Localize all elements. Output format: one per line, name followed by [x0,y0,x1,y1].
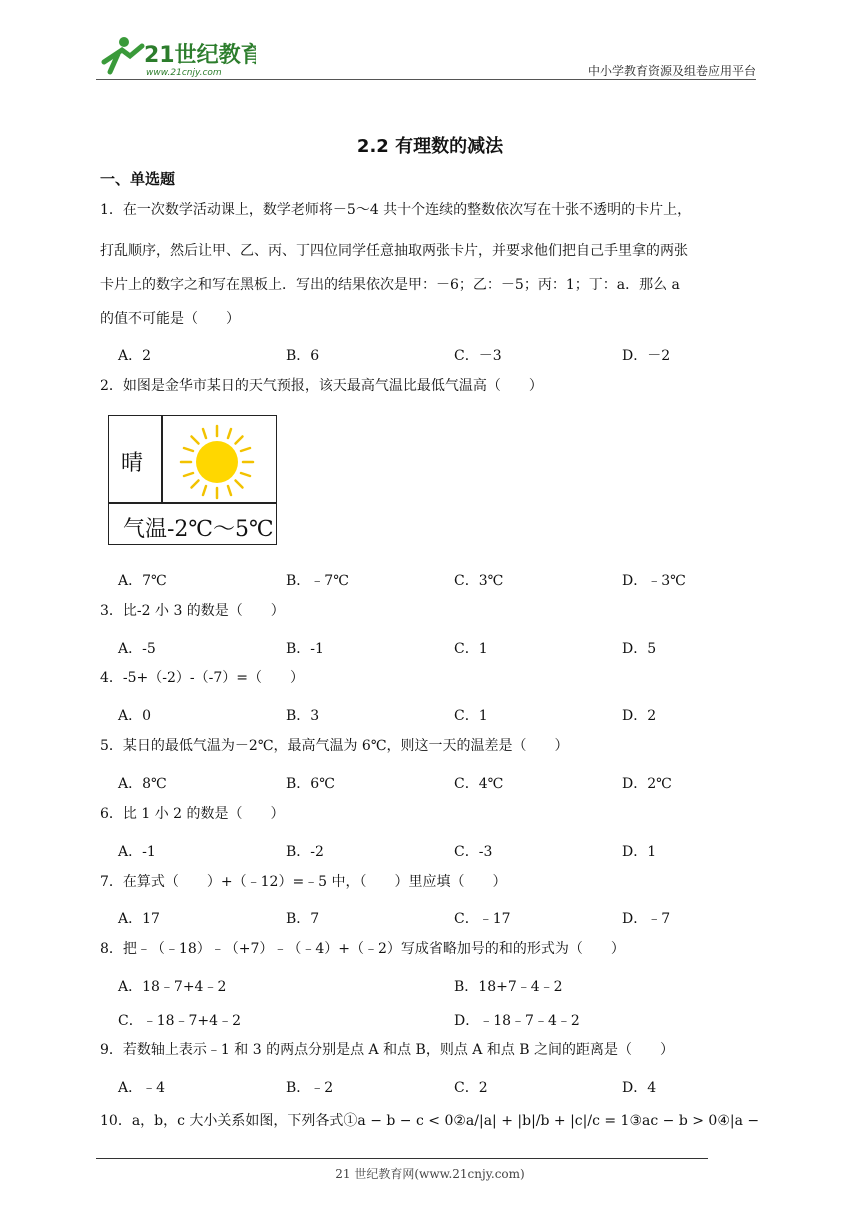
q6-option-a[interactable]: A．-1 [118,844,156,860]
q3-option-b[interactable]: B．-1 [286,641,324,657]
q7-option-a[interactable]: A．17 [118,911,160,927]
q4-option-b[interactable]: B．3 [286,708,320,724]
q6-option-b[interactable]: B．-2 [286,844,324,860]
q7-option-c[interactable]: C．﹣17 [454,911,511,927]
weather-label: 晴 [121,451,144,476]
q2-option-d[interactable]: D．﹣3℃ [622,573,686,589]
q8-option-a[interactable]: A．18﹣7+4﹣2 [118,979,227,995]
q9-text: 9．若数轴上表示﹣1 和 3 的两点分别是点 A 和点 B，则点 A 和点 B 之间的距离是（ ） [100,1042,675,1058]
q9-option-c[interactable]: C．2 [454,1080,488,1096]
logo-text: 21世纪教育 [144,43,256,68]
q3-option-d[interactable]: D．5 [622,641,657,657]
q6-option-d[interactable]: D．1 [622,844,657,860]
q6-text: 6．比 1 小 2 的数是（ ） [100,806,285,822]
q7-text: 7．在算式（ ）+（﹣12）=﹣5 中，（ ）里应填（ ） [100,874,507,890]
q7-option-b[interactable]: B．7 [286,911,320,927]
page-title: 2.2 有理数的减法 [356,136,504,157]
q8-option-d[interactable]: D．﹣18﹣7﹣4﹣2 [454,1013,580,1029]
q2-text: 2．如图是金华市某日的天气预报，该天最高气温比最低气温高（ ） [100,378,543,394]
q3-option-a[interactable]: A．-5 [118,641,156,657]
logo-url: www.21cnjy.com [146,68,222,78]
q5-text: 5．某日的最低气温为－2℃，最高气温为 6℃，则这一天的温差是（ ） [100,738,569,754]
q2-option-b[interactable]: B．﹣7℃ [286,573,349,589]
q4-text: 4．-5+（-2）-（-7）=（ ） [100,670,305,686]
q1-line-4: 的值不可能是（ ） [100,311,240,327]
q1-line-3: 卡片上的数字之和写在黑板上．写出的结果依次是甲：－6；乙：－5；丙：1；丁：a．那么 a [100,277,680,293]
q1-option-a[interactable]: A．2 [118,348,152,364]
q2-option-c[interactable]: C．3℃ [454,573,504,589]
q9-option-b[interactable]: B．﹣2 [286,1080,334,1096]
q5-option-a[interactable]: A．8℃ [118,776,167,792]
footer-divider [96,1158,708,1159]
q10-text: 10．a，b，c 大小关系如图，下列各式①a − b − c < 0②a/|a| + |b|/b + |c|/c = 1③ac − b > 0④|a − [100,1113,760,1129]
site-logo [96,32,256,80]
q5-option-d[interactable]: D．2℃ [622,776,672,792]
q1-option-d[interactable]: D．－2 [622,348,671,364]
weather-figure [108,415,277,545]
sun-icon [179,424,255,500]
weather-temperature: 气温-2℃～5℃ [123,517,274,542]
q1-option-c[interactable]: C．－3 [454,348,502,364]
footer-text: 21 世纪教育网(www.21cnjy.com) [335,1167,525,1181]
q9-option-d[interactable]: D．4 [622,1080,657,1096]
q4-option-a[interactable]: A．0 [118,708,152,724]
q9-option-a[interactable]: A．﹣4 [118,1080,166,1096]
q1-line-1: 1．在一次数学活动课上，数学老师将－5～4 共十个连续的整数依次写在十张不透明的卡片上， [100,202,692,218]
q1-option-b[interactable]: B．6 [286,348,320,364]
q4-option-d[interactable]: D．2 [622,708,657,724]
q3-option-c[interactable]: C．1 [454,641,488,657]
q5-option-c[interactable]: C．4℃ [454,776,504,792]
header-divider [96,79,756,80]
q2-option-a[interactable]: A．7℃ [118,573,167,589]
q1-line-2: 打乱顺序，然后让甲、乙、丙、丁四位同学任意抽取两张卡片，并要求他们把自己手里拿的两张 [100,243,688,259]
q8-option-c[interactable]: C．﹣18﹣7+4﹣2 [118,1013,241,1029]
q6-option-c[interactable]: C．-3 [454,844,493,860]
q7-option-d[interactable]: D．﹣7 [622,911,671,927]
q5-option-b[interactable]: B．6℃ [286,776,335,792]
q3-text: 3．比-2 小 3 的数是（ ） [100,603,285,619]
q8-text: 8．把﹣（﹣18）﹣（+7）﹣（﹣4）+（﹣2）写成省略加号的和的形式为（ ） [100,941,625,957]
q8-option-b[interactable]: B．18+7﹣4﹣2 [454,979,563,995]
q4-option-c[interactable]: C．1 [454,708,488,724]
section-heading: 一、单选题 [100,170,176,188]
header-tagline: 中小学教育资源及组卷应用平台 [587,64,756,78]
